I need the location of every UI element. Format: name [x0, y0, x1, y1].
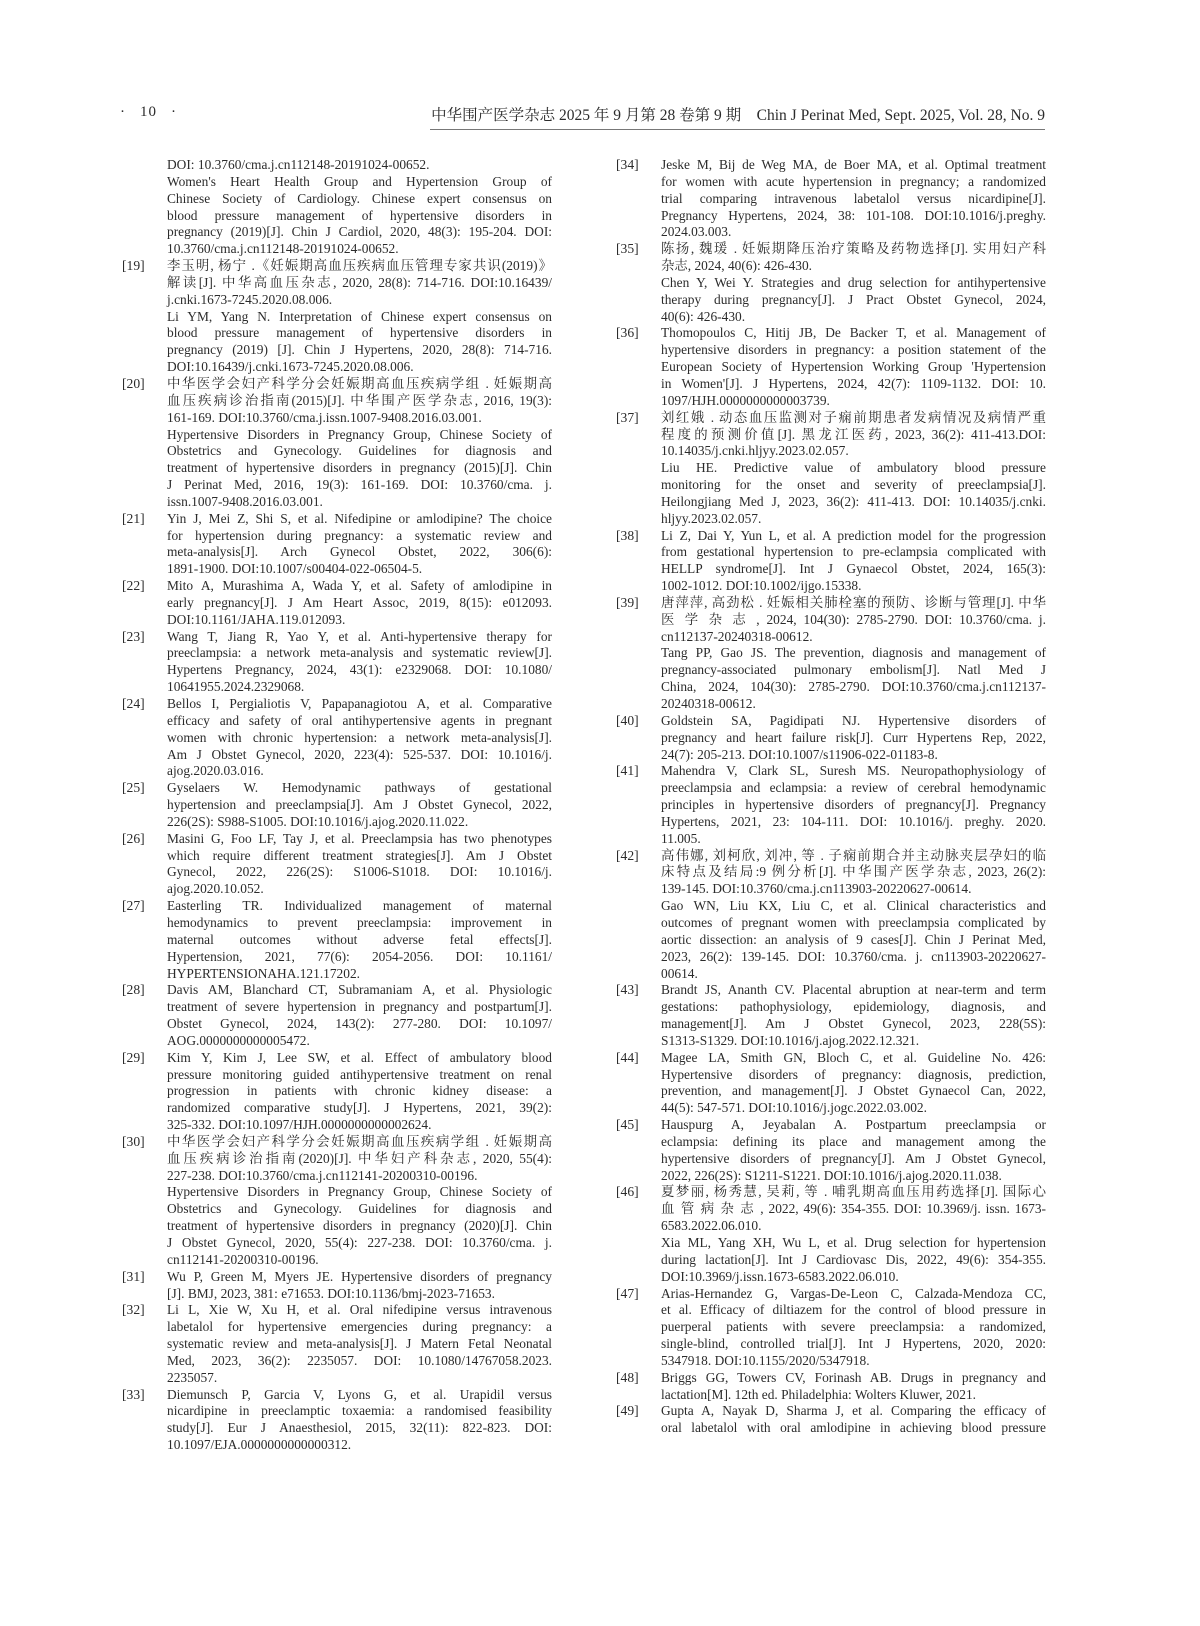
reference-number: [43]: [616, 982, 639, 998]
reference-paragraph: [661, 1235, 1046, 1286]
reference-entry: [616, 1403, 1046, 1437]
reference-paragraph: [167, 309, 552, 376]
reference-number: [31]: [122, 1268, 145, 1284]
reference-line: 血压疾病诊治指南(2015)[J]. 中华围产医学杂志, 2016, 19(3):: [167, 392, 552, 408]
reference-line: hemodynamics to prevent preeclampsia: improvement in: [167, 914, 552, 930]
reference-line: pregnancy (2019) [J]. Chin J Hypertens, 2020, 28(8): 714-716.: [167, 342, 552, 358]
reference-paragraph: [167, 1302, 552, 1386]
reference-line: Thomopoulos C, Hitij JB, De Backer T, et al. Management of: [661, 325, 1046, 341]
reference-line: 中华医学会妇产科学分会妊娠期高血压疾病学组 . 妊娠期高: [167, 1133, 552, 1149]
reference-line: study[J]. Eur J Anaesthesiol, 2015, 32(11): 822-823. DOI:: [167, 1420, 552, 1436]
reference-line: 226(2S): S988-S1005. DOI:10.1016/j.ajog.2020.11.022.: [167, 813, 469, 829]
reference-line: 李玉明, 杨宁 .《妊娠期高血压疾病血压管理专家共识(2019)》: [167, 258, 552, 274]
reference-line: monitoring for the onset and severity of preeclampsia[J].: [661, 477, 1046, 493]
reference-paragraph: [167, 898, 552, 982]
reference-paragraph: [167, 258, 552, 309]
reference-entry: [122, 376, 552, 511]
reference-line: Tang PP, Gao JS. The prevention, diagnosis and management of: [661, 645, 1046, 661]
reference-number: [23]: [122, 628, 145, 644]
reference-line: 40(6): 426-430.: [661, 308, 746, 324]
reference-number: [45]: [616, 1117, 639, 1133]
reference-line: preeclampsia: a network meta-analysis and systematic review[J].: [167, 645, 552, 661]
reference-line: Diemunsch P, Garcia V, Lyons G, et al. Urapidil versus: [167, 1386, 552, 1402]
reference-line: HYPERTENSIONAHA.121.17202.: [167, 965, 360, 981]
reference-line: DOI:10.1161/JAHA.119.012093.: [167, 611, 346, 627]
reference-number: [30]: [122, 1133, 145, 1149]
reference-line: hljyy.2023.02.057.: [661, 510, 762, 526]
reference-line: Heilongjiang Med J, 2023, 36(2): 411-413. DOI: 10.14035/j.cnki.: [661, 493, 1046, 509]
journal-title-en: Chin J Perinat Med, Sept. 2025, Vol. 28, No. 9: [756, 107, 1045, 124]
reference-line: progression in patients with chronic kidney disease: a: [167, 1083, 552, 1099]
reference-line: pregnancy-associated pulmonary embolism[J]. Natl Med J: [661, 662, 1046, 678]
reference-entry: [616, 325, 1046, 409]
reference-line: 161-169. DOI:10.3760/cma.j.issn.1007-9408.2016.03.001.: [167, 409, 482, 425]
reference-paragraph: [661, 528, 1046, 595]
reference-line: HELLP syndrome[J]. Int J Gynaecol Obstet, 2024, 165(3):: [661, 561, 1046, 577]
reference-entry: [616, 1117, 1046, 1184]
reference-line: preeclampsia and eclampsia: a review of cerebral hemodynamic: [661, 780, 1046, 796]
reference-line: 杂志, 2024, 40(6): 426-430.: [661, 258, 813, 274]
reference-paragraph: [661, 763, 1046, 847]
reference-line: Davis AM, Blanchard CT, Subramaniam A, et al. Physiologic: [167, 982, 552, 998]
reference-line: 10.14035/j.cnki.hljyy.2023.02.057.: [661, 443, 849, 459]
reference-paragraph: [661, 595, 1046, 646]
reference-paragraph: [661, 241, 1046, 275]
reference-line: treatment of hypertensive disorders in pregnancy (2015)[J]. Chin: [167, 460, 552, 476]
reference-line: Obstet Gynecol, 2024, 143(2): 277-280. DOI: 10.1097/: [167, 1016, 552, 1032]
reference-paragraph: [167, 1134, 552, 1185]
reference-line: 2235057.: [167, 1369, 218, 1385]
reference-line: hypertension and preeclampsia[J]. Am J Obstet Gynecol, 2022,: [167, 797, 552, 813]
reference-line: AOG.0000000000005472.: [167, 1032, 310, 1048]
reference-line: 陈扬, 魏瑗 . 妊娠期降压治疗策略及药物选择[J]. 实用妇产科: [661, 241, 1046, 257]
reference-line: Brandt JS, Ananth CV. Placental abruption at near-term and term: [661, 982, 1046, 998]
reference-paragraph: [661, 1117, 1046, 1184]
reference-line: pregnancy (2019)[J]. Chin J Cardiol, 2020, 48(3): 195-204. DOI:: [167, 224, 552, 240]
reference-line: Chinese Society of Cardiology. Chinese expert consensus on: [167, 190, 552, 206]
reference-paragraph: [167, 831, 552, 898]
reference-line: trial comparing intravenous labetalol versus nicardipine[J].: [661, 190, 1046, 206]
reference-line: gestations: pathophysiology, epidemiology, diagnosis, and: [661, 999, 1046, 1015]
reference-line: principles in hypertensive disorders of pregnancy[J]. Pregnancy: [661, 797, 1046, 813]
reference-line: 2022, 226(2S): S1211-S1221. DOI:10.1016/j.ajog.2020.11.038.: [661, 1167, 1002, 1183]
reference-line: 刘红娥 . 动态血压监测对子痫前期患者发病情况及病情严重: [661, 409, 1046, 425]
reference-line: 医 学 杂 志 , 2024, 104(30): 2785-2790. DOI: 10.3760/cma. j.: [661, 611, 1046, 627]
reference-entry: [122, 1050, 552, 1134]
reference-line: Pregnancy Hypertens, 2024, 38: 101-108. DOI:10.1016/j.preghy.: [661, 207, 1046, 223]
reference-line: 139-145. DOI:10.3760/cma.j.cn113903-20220627-00614.: [661, 881, 972, 897]
reference-line: [J]. BMJ, 2023, 381: e71653. DOI:10.1136/bmj-2023-71653.: [167, 1285, 495, 1301]
reference-line: Wu P, Green M, Myers JE. Hypertensive disorders of pregnancy: [167, 1268, 552, 1284]
reference-paragraph: [167, 427, 552, 511]
reference-line: S1313-S1329. DOI:10.1016/j.ajog.2022.12.321.: [661, 1032, 920, 1048]
reference-line: systematic review and meta-analysis[J]. J Matern Fetal Neonatal: [167, 1336, 552, 1352]
reference-entry: [122, 578, 552, 629]
reference-line: Wang T, Jiang R, Yao Y, et al. Anti-hypertensive therapy for: [167, 628, 552, 644]
reference-line: Gao WN, Liu KX, Liu C, et al. Clinical characteristics and: [661, 898, 1046, 914]
reference-number: [25]: [122, 780, 145, 796]
reference-paragraph: [661, 848, 1046, 899]
reference-paragraph: [167, 1269, 552, 1303]
reference-paragraph: [167, 511, 552, 578]
reference-number: [41]: [616, 763, 639, 779]
reference-number: [37]: [616, 409, 639, 425]
reference-line: Obstetrics and Gynecology. Guidelines for diagnosis and: [167, 1201, 552, 1217]
reference-line: randomized comparative study[J]. J Hypertens, 2021, 39(2):: [167, 1100, 552, 1116]
reference-number: [21]: [122, 510, 145, 526]
reference-paragraph: [661, 325, 1046, 409]
reference-paragraph: [661, 157, 1046, 241]
reference-line: European Society of Hypertension Working Group 'Hypertension: [661, 359, 1046, 375]
reference-line: 10641955.2024.2329068.: [167, 679, 305, 695]
reference-line: 00614.: [661, 965, 698, 981]
reference-line: Arias-Hernandez G, Vargas-De-Leon C, Calzada-Mendoza CC,: [661, 1285, 1046, 1301]
reference-paragraph: [167, 1387, 552, 1454]
reference-line: single-blind, controlled trial[J]. Int J Hypertens, 2020, 2020:: [661, 1336, 1046, 1352]
reference-line: DOI: 10.3760/cma.j.cn112148-20191024-00652.: [167, 157, 430, 172]
reference-line: 24(7): 205-213. DOI:10.1007/s11906-022-01183-8.: [661, 746, 938, 762]
reference-line: 夏梦丽, 杨秀慧, 吴莉, 等 . 哺乳期高血压用药选择[J]. 国际心: [661, 1184, 1046, 1200]
reference-number: [40]: [616, 712, 639, 728]
reference-entry: [616, 1370, 1046, 1404]
reference-line: for women with acute hypertension in pregnancy; a randomized: [661, 173, 1046, 189]
reference-number: [47]: [616, 1285, 639, 1301]
reference-paragraph: [661, 460, 1046, 527]
reference-line: puerperal patients with severe preeclampsia: a randomized,: [661, 1319, 1046, 1335]
reference-line: Hypertens, 2021, 23: 104-111. DOI: 10.1016/j. preghy. 2020.: [661, 813, 1046, 829]
reference-line: Easterling TR. Individualized management of maternal: [167, 898, 552, 914]
reference-line: Am J Obstet Gynecol, 2020, 223(4): 525-537. DOI: 10.1016/j.: [167, 746, 552, 762]
reference-number: [44]: [616, 1049, 639, 1065]
reference-paragraph: [661, 713, 1046, 764]
reference-entry: [616, 1184, 1046, 1285]
reference-paragraph: [661, 1370, 1046, 1404]
reference-line: 高伟娜, 刘柯欣, 刘冲, 等 . 子痫前期合并主动脉夹层孕妇的临: [661, 847, 1046, 863]
reference-line: J Perinat Med, 2016, 19(3): 161-169. DOI: 10.3760/cma. j.: [167, 477, 552, 493]
reference-entry: [616, 713, 1046, 764]
reference-line: Obstetrics and Gynecology. Guidelines for diagnosis and: [167, 443, 552, 459]
reference-entry: [616, 848, 1046, 983]
reference-line: management[J]. Am J Obstet Gynecol, 2023, 228(5S):: [661, 1016, 1046, 1032]
reference-number: [46]: [616, 1184, 639, 1200]
references-left-column: [122, 157, 552, 1454]
reference-line: 20240318-00612.: [661, 696, 756, 711]
reference-paragraph: [661, 645, 1046, 712]
reference-line: Hypertensive disorders of pregnancy: diagnosis, prediction,: [661, 1066, 1046, 1082]
reference-number: [48]: [616, 1369, 639, 1385]
reference-line: Masini G, Foo LF, Tay J, et al. Preeclampsia has two phenotypes: [167, 830, 552, 846]
reference-line: Xia ML, Yang XH, Wu L, et al. Drug selection for hypertension: [661, 1235, 1046, 1250]
reference-line: Gyselaers W. Hemodynamic pathways of gestational: [167, 780, 552, 796]
reference-number: [33]: [122, 1386, 145, 1402]
reference-line: 44(5): 547-571. DOI:10.1016/j.jogc.2022.03.002.: [661, 1100, 927, 1116]
reference-line: cn112137-20240318-00612.: [661, 628, 813, 644]
reference-line: Liu HE. Predictive value of ambulatory blood pressure: [661, 460, 1046, 476]
reference-line: for hypertension during pregnancy: a systematic review and: [167, 527, 552, 543]
reference-line: Jeske M, Bij de Weg MA, de Boer MA, et al. Optimal treatment: [661, 157, 1046, 172]
reference-line: lactation[M]. 12th ed. Philadelphia: Wolters Kluwer, 2021.: [661, 1386, 976, 1402]
reference-number: [35]: [616, 241, 639, 257]
reference-line: Goldstein SA, Pagidipati NJ. Hypertensive disorders of: [661, 712, 1046, 728]
reference-paragraph: [167, 376, 552, 427]
reference-line: cn112141-20200310-00196.: [167, 1251, 319, 1267]
reference-line: Mahendra V, Clark SL, Suresh MS. Neuropathophysiology of: [661, 763, 1046, 779]
reference-line: J Obstet Gynecol, 2020, 55(4): 227-238. DOI: 10.3760/cma. j.: [167, 1235, 552, 1250]
reference-entry: [616, 595, 1046, 713]
reference-number: [27]: [122, 898, 145, 914]
reference-paragraph: [661, 1184, 1046, 1235]
reference-paragraph: [661, 898, 1046, 982]
reference-line: pressure monitoring guided antihypertensive treatment on renal: [167, 1066, 552, 1082]
reference-line: j.cnki.1673-7245.2020.08.006.: [167, 291, 333, 307]
reference-line: hypertensive disorders of pregnancy[J]. Am J Obstet Gynecol,: [661, 1150, 1046, 1166]
reference-entry: [122, 629, 552, 696]
reference-entry: [616, 410, 1046, 528]
reference-number: [34]: [616, 157, 639, 172]
reference-line: treatment of severe hypertension in pregnancy and postpartum[J].: [167, 999, 552, 1015]
journal-title-cn: 中华围产医学杂志 2025 年 9 月第 28 卷第 9 期: [431, 107, 742, 124]
reference-line: Yin J, Mei Z, Shi S, et al. Nifedipine or amlodipine? The choice: [167, 510, 552, 526]
reference-line: Mito A, Murashima A, Wada Y, et al. Safety of amlodipine in: [167, 578, 552, 594]
reference-line: 5347918. DOI:10.1155/2020/5347918.: [661, 1352, 870, 1368]
reference-line: issn.1007-9408.2016.03.001.: [167, 493, 323, 509]
reference-number: [36]: [616, 325, 639, 341]
reference-line: 2023, 26(2): 139-145. DOI: 10.3760/cma. j. cn113903-20220627-: [661, 948, 1046, 964]
reference-line: Li YM, Yang N. Interpretation of Chinese expert consensus on: [167, 308, 552, 324]
reference-line: ajog.2020.10.052.: [167, 881, 264, 897]
reference-paragraph: [167, 1184, 552, 1268]
reference-line: Chen Y, Wei Y. Strategies and drug selection for antihypertensive: [661, 274, 1046, 290]
reference-number: [42]: [616, 847, 639, 863]
reference-line: Kim Y, Kim J, Lee SW, et al. Effect of ambulatory blood: [167, 1049, 552, 1065]
reference-line: early pregnancy[J]. J Am Heart Assoc, 2019, 8(15): e012093.: [167, 594, 552, 610]
reference-line: Li Z, Dai Y, Yun L, et al. A prediction model for the progression: [661, 527, 1046, 543]
reference-line: maternal outcomes without adverse fetal effects[J].: [167, 931, 552, 947]
reference-line: DOI:10.3969/j.issn.1673-6583.2022.06.010.: [661, 1268, 899, 1284]
reference-line: from gestational hypertension to pre-eclampsia complicated with: [661, 544, 1046, 560]
reference-entry: [616, 241, 1046, 325]
reference-line: Li L, Xie W, Xu H, et al. Oral nifedipine versus intravenous: [167, 1302, 552, 1318]
reference-paragraph: [661, 275, 1046, 326]
reference-number: [24]: [122, 696, 145, 711]
reference-number: [28]: [122, 982, 145, 998]
reference-line: Bellos I, Pergialiotis V, Papapanagiotou A, et al. Comparative: [167, 696, 552, 711]
running-header: [430, 103, 1045, 130]
reference-number: [38]: [616, 527, 639, 543]
reference-paragraph: [167, 696, 552, 780]
reference-entry: [616, 1050, 1046, 1117]
reference-entry: [616, 1286, 1046, 1370]
reference-line: 唐萍萍, 高劲松 . 妊娠相关肺栓塞的预防、诊断与管理[J]. 中华: [661, 594, 1046, 610]
page-number-value: 10: [140, 104, 157, 120]
reference-line: DOI:10.16439/j.cnki.1673-7245.2020.08.006.: [167, 359, 414, 375]
reference-entry: [122, 831, 552, 898]
reference-paragraph: [167, 780, 552, 831]
reference-line: 2024.03.003.: [661, 224, 732, 240]
reference-paragraph: [661, 1286, 1046, 1370]
reference-line: 10.1097/EJA.0000000000000312.: [167, 1437, 352, 1453]
reference-line: China, 2024, 104(30): 2785-2790. DOI:10.3760/cma.j.cn112137-: [661, 679, 1046, 695]
reference-line: Briggs GG, Towers CV, Forinash AB. Drugs in pregnancy and: [661, 1369, 1046, 1385]
page-number: · 10 ·: [120, 104, 177, 120]
reference-number: [19]: [122, 258, 145, 274]
reference-entry: [122, 696, 552, 780]
reference-line: 中华医学会妇产科学分会妊娠期高血压疾病学组 . 妊娠期高: [167, 375, 552, 391]
reference-entry: [122, 780, 552, 831]
reference-line: pregnancy and heart failure risk[J]. Curr Hypertens Rep, 2022,: [661, 729, 1046, 745]
reference-line: oral labetalol with oral amlodipine in achieving blood pressure: [661, 1420, 1046, 1436]
reference-line: 血压疾病诊治指南(2020)[J]. 中华妇产科杂志, 2020, 55(4):: [167, 1150, 552, 1166]
reference-line: ajog.2020.03.016.: [167, 763, 264, 779]
reference-number: [32]: [122, 1302, 145, 1318]
reference-paragraph: [167, 157, 552, 174]
reference-line: blood pressure management of hypertensive disorders in: [167, 325, 552, 341]
reference-entry: [122, 1269, 552, 1303]
reference-entry: [122, 1387, 552, 1454]
reference-line: in Women'[J]. J Hypertens, 2024, 42(7): 1109-1132. DOI: 10.: [661, 375, 1046, 391]
reference-paragraph: [661, 1403, 1046, 1437]
reference-line: 血 管 病 杂 志 , 2022, 49(6): 354-355. DOI: 10.3969/j. issn. 1673-: [661, 1201, 1046, 1217]
reference-number: [29]: [122, 1049, 145, 1065]
reference-paragraph: [167, 982, 552, 1049]
reference-line: Hypertension, 2021, 77(6): 2054-2056. DOI: 10.1161/: [167, 948, 552, 964]
reference-line: et al. Efficacy of diltiazem for the control of blood pressure in: [661, 1302, 1046, 1318]
reference-line: labetalol for hypertensive emergencies during pregnancy: a: [167, 1319, 552, 1335]
reference-line: Med, 2023, 36(2): 2235057. DOI: 10.1080/14767058.2023.: [167, 1352, 552, 1368]
reference-line: 床特点及结局:9 例分析[J]. 中华围产医学杂志, 2023, 26(2):: [661, 864, 1046, 880]
reference-entry: [122, 157, 552, 258]
reference-entry: [616, 982, 1046, 1049]
reference-line: during lactation[J]. Int J Cardiovasc Dis, 2022, 49(6): 354-355.: [661, 1251, 1046, 1267]
reference-paragraph: [167, 629, 552, 696]
reference-entry: [122, 898, 552, 982]
reference-line: treatment of hypertensive disorders in pregnancy (2020)[J]. Chin: [167, 1218, 552, 1234]
reference-line: Gynecol, 2022, 226(2S): S1006-S1018. DOI: 10.1016/j.: [167, 864, 552, 880]
reference-line: Hypertens Pregnancy, 2024, 43(1): e2329068. DOI: 10.1080/: [167, 662, 552, 678]
reference-line: Gupta A, Nayak D, Sharma J, et al. Comparing the efficacy of: [661, 1403, 1046, 1419]
reference-entry: [122, 258, 552, 376]
reference-line: 227-238. DOI:10.3760/cma.j.cn112141-20200310-00196.: [167, 1167, 478, 1183]
reference-line: Hypertensive Disorders in Pregnancy Group, Chinese Society of: [167, 426, 552, 442]
reference-entry: [122, 1134, 552, 1269]
reference-line: aortic dissection: an analysis of 9 cases[J]. Chin J Perinat Med,: [661, 931, 1046, 947]
reference-entry: [616, 528, 1046, 595]
reference-paragraph: [167, 1050, 552, 1134]
reference-number: [39]: [616, 594, 639, 610]
reference-line: 325-332. DOI:10.1097/HJH.0000000000002624.: [167, 1117, 432, 1133]
reference-number: [26]: [122, 830, 145, 846]
reference-entry: [616, 763, 1046, 847]
reference-line: prevention, and management[J]. J Obstet Gynaecol Can, 2022,: [661, 1083, 1046, 1099]
reference-line: Hypertensive Disorders in Pregnancy Group, Chinese Society of: [167, 1184, 552, 1200]
reference-line: outcomes of pregnant women with preeclampsia complicated by: [661, 914, 1046, 930]
reference-line: 10.3760/cma.j.cn112148-20191024-00652.: [167, 241, 399, 257]
reference-line: 1002-1012. DOI:10.1002/ijgo.15338.: [661, 578, 862, 594]
reference-line: Hauspurg A, Jeyabalan A. Postpartum preeclampsia or: [661, 1117, 1046, 1133]
reference-paragraph: [661, 1050, 1046, 1117]
reference-paragraph: [167, 578, 552, 629]
reference-line: 6583.2022.06.010.: [661, 1218, 762, 1234]
reference-entry: [122, 511, 552, 578]
reference-line: Women's Heart Health Group and Hypertension Group of: [167, 173, 552, 189]
reference-line: 解读[J]. 中华高血压杂志, 2020, 28(8): 714-716. DOI:10.16439/: [167, 274, 552, 290]
reference-number: [22]: [122, 578, 145, 594]
reference-line: 11.005.: [661, 830, 701, 846]
reference-line: nicardipine in preeclamptic toxaemia: a randomised feasibility: [167, 1403, 552, 1419]
reference-line: 程度的预测价值[J]. 黑龙江医药, 2023, 36(2): 411-413.DOI:: [661, 426, 1046, 442]
reference-entry: [616, 157, 1046, 241]
reference-line: 1891-1900. DOI:10.1007/s00404-022-06504-5.: [167, 561, 423, 577]
reference-entry: [122, 982, 552, 1049]
reference-line: therapy during pregnancy[J]. J Pract Obstet Gynecol, 2024,: [661, 291, 1046, 307]
reference-paragraph: [661, 982, 1046, 1049]
reference-line: Magee LA, Smith GN, Bloch C, et al. Guideline No. 426:: [661, 1049, 1046, 1065]
reference-line: eclampsia: defining its place and management among the: [661, 1133, 1046, 1149]
reference-line: hypertensive disorders in pregnancy: a position statement of the: [661, 342, 1046, 358]
reference-paragraph: [661, 410, 1046, 461]
reference-line: women with chronic hypertension: a network meta-analysis[J].: [167, 729, 552, 745]
reference-line: meta-analysis[J]. Arch Gynecol Obstet, 2022, 306(6):: [167, 544, 552, 560]
reference-line: 1097/HJH.0000000000003739.: [661, 392, 830, 408]
reference-paragraph: [167, 174, 552, 258]
reference-line: which require different treatment strategies[J]. Am J Obstet: [167, 847, 552, 863]
reference-number: [20]: [122, 375, 145, 391]
reference-line: blood pressure management of hypertensive disorders in: [167, 207, 552, 223]
reference-entry: [122, 1302, 552, 1386]
reference-number: [49]: [616, 1403, 639, 1419]
references-right-column: [616, 157, 1046, 1437]
reference-line: efficacy and safety of oral antihypertensive agents in pregnant: [167, 712, 552, 728]
